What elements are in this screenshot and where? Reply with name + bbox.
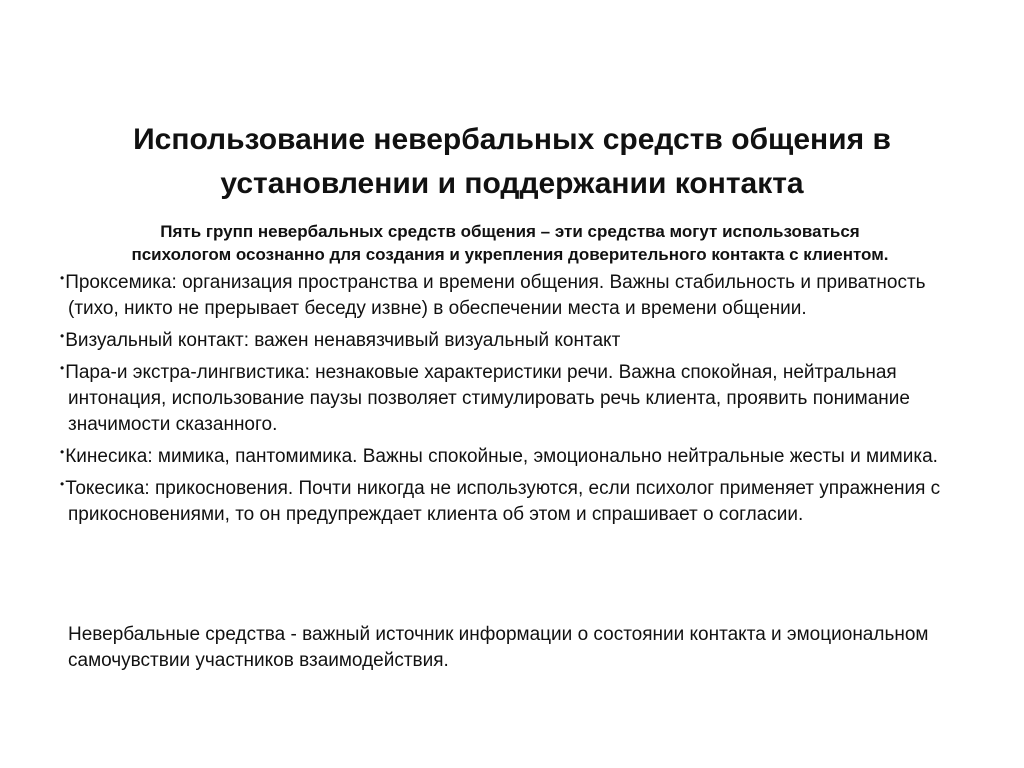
bullet-list [60,270,960,534]
bullet-item-visual-contact [60,328,960,354]
bullet-item-tacesics [60,476,960,528]
bullet-text: Токесика: прикосновения. Почти никогда не используются, если психолог применяет упражнения с прикосновениями, то он предупреждает клиента об этом и спрашивает о согласии. [65,478,941,525]
bullet-text: Пара-и экстра-лингвистика: незнаковые характеристики речи. Важна спокойная, нейтральная интонация, использование паузы позволяет стимулировать речь клиента, проявить понимание значимости сказанного. [65,362,910,435]
bullet-text: Визуальный контакт: важен ненавязчивый визуальный контакт [65,330,621,351]
bullet-text: Проксемика: организация пространства и времени общения. Важны стабильность и приватность (тихо, никто не прерывает беседу извне) в обеспечении места и времени общении. [65,272,926,319]
slide-subtitle-line-2: психологом осознанно для создания и укрепления доверительного контакта с клиентом. [131,245,889,264]
slide-title-line-2: установлении и поддержании контакта [220,167,804,200]
slide-title-line-1: Использование невербальных средств общения в [133,123,891,156]
slide-subtitle [60,220,960,266]
bullet-dot-icon: • [60,477,65,491]
bullet-dot-icon: • [60,445,65,459]
bullet-dot-icon: • [60,361,65,375]
bullet-dot-icon: • [60,271,65,285]
bullet-dot-icon: • [60,329,65,343]
bullet-item-kinesics [60,444,960,470]
bullet-item-paralinguistics [60,360,960,438]
bullet-text: Кинесика: мимика, пантомимика. Важны спокойные, эмоционально нейтральные жесты и мимика. [65,446,938,467]
slide-subtitle-line-1: Пять групп невербальных средств общения – эти средства могут использоваться [160,222,860,241]
bullet-item-proxemics [60,270,960,322]
conclusion-text: Невербальные средства - важный источник информации о состоянии контакта и эмоциональном самочувствии участников взаимодействия. [68,624,929,671]
slide-title [60,118,964,206]
